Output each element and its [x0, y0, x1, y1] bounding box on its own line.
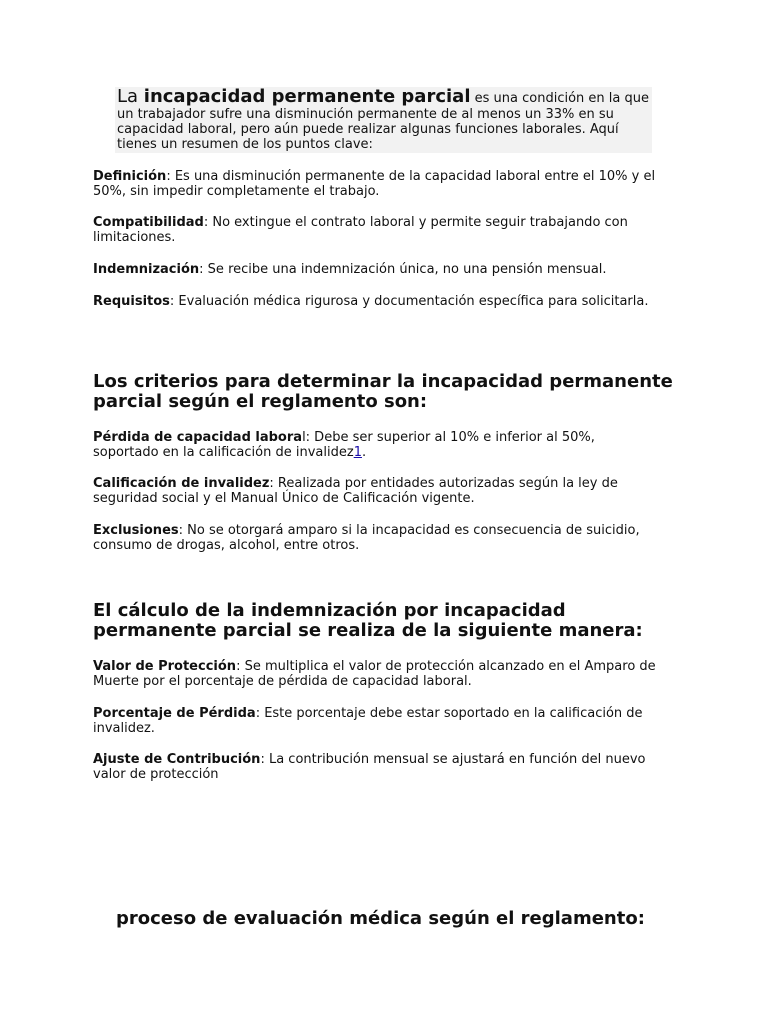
calculation-item-porcentaje: [93, 706, 658, 736]
calculation-item-ajuste: [93, 752, 658, 782]
criteria-after: .: [361, 445, 367, 460]
key-point-term: Definición: [93, 169, 167, 184]
criteria-text: : Realizada por entidades autorizadas según la ley de seguridad social y el Manual Único de Calificación vigente.: [93, 476, 618, 506]
calculation-term: Valor de Protección: [93, 659, 237, 674]
calculation-term: Ajuste de Contribución: [93, 752, 261, 767]
key-point-definicion: [93, 169, 658, 199]
key-point-text: : Evaluación médica rigurosa y documentación específica para solicitarla.: [169, 294, 649, 309]
criteria-text: l: Debe ser superior al 10% e inferior al 50%, soportado en la calificación de invalidez: [93, 430, 595, 460]
calculation-item-valor: [93, 659, 658, 689]
criteria-item-exclusiones: [93, 523, 658, 553]
intro-lead: [117, 86, 471, 107]
calculation-text: : La contribución mensual se ajustará en función del nuevo valor de protección: [93, 752, 646, 782]
intro-lead-article: La: [117, 86, 144, 107]
calculation-text: : Se multiplica el valor de protección alcanzado en el Amparo de Muerte por el porcentaje de pérdida de capacidad laboral.: [93, 659, 656, 689]
criteria-term: Calificación de invalidez: [93, 476, 270, 491]
criteria-text: : No se otorgará amparo si la incapacidad es consecuencia de suicidio, consumo de drogas, alcohol, entre otros.: [93, 523, 640, 553]
key-point-text: : Es una disminución permanente de la capacidad laboral entre el 10% y el 50%, sin impedir completamente el trabajo.: [93, 169, 656, 199]
key-point-indemnizacion: [93, 262, 658, 277]
criteria-term: Pérdida de capacidad labora: [93, 430, 303, 445]
intro-lead-term: incapacidad permanente parcial: [143, 86, 471, 107]
evaluation-heading: proceso de evaluación médica según el reglamento:: [116, 908, 645, 929]
calculation-text: : Este porcentaje debe estar soportado en la calificación de invalidez.: [93, 706, 643, 736]
calculation-heading: El cálculo de la indemnización por incapacidad permanente parcial se realiza de la siguiente manera:: [93, 600, 643, 641]
footnote-link[interactable]: 1: [353, 445, 362, 460]
calculation-term: Porcentaje de Pérdida: [93, 706, 256, 721]
criteria-term: Exclusiones: [93, 523, 179, 538]
key-point-term: Compatibilidad: [93, 215, 204, 230]
criteria-heading: Los criterios para determinar la incapacidad permanente parcial según el reglamento son:: [93, 371, 673, 412]
key-point-text: : No extingue el contrato laboral y permite seguir trabajando con limitaciones.: [93, 215, 628, 245]
key-point-text: : Se recibe una indemnización única, no una pensión mensual.: [199, 262, 607, 277]
criteria-item-perdida: [93, 430, 658, 460]
key-point-term: Requisitos: [93, 294, 170, 309]
criteria-item-calificacion: [93, 476, 658, 506]
key-point-requisitos: [93, 294, 658, 309]
intro-rest: es una condición en la que un trabajador sufre una disminución permanente de al menos un 33% en su capacidad laboral, pero aún puede realizar algunas funciones laborales. Aquí tienes un resumen de los puntos clave:: [117, 91, 649, 152]
intro-paragraph: [115, 87, 652, 153]
key-point-term: Indemnización: [93, 262, 200, 277]
key-point-compatibilidad: [93, 215, 658, 245]
